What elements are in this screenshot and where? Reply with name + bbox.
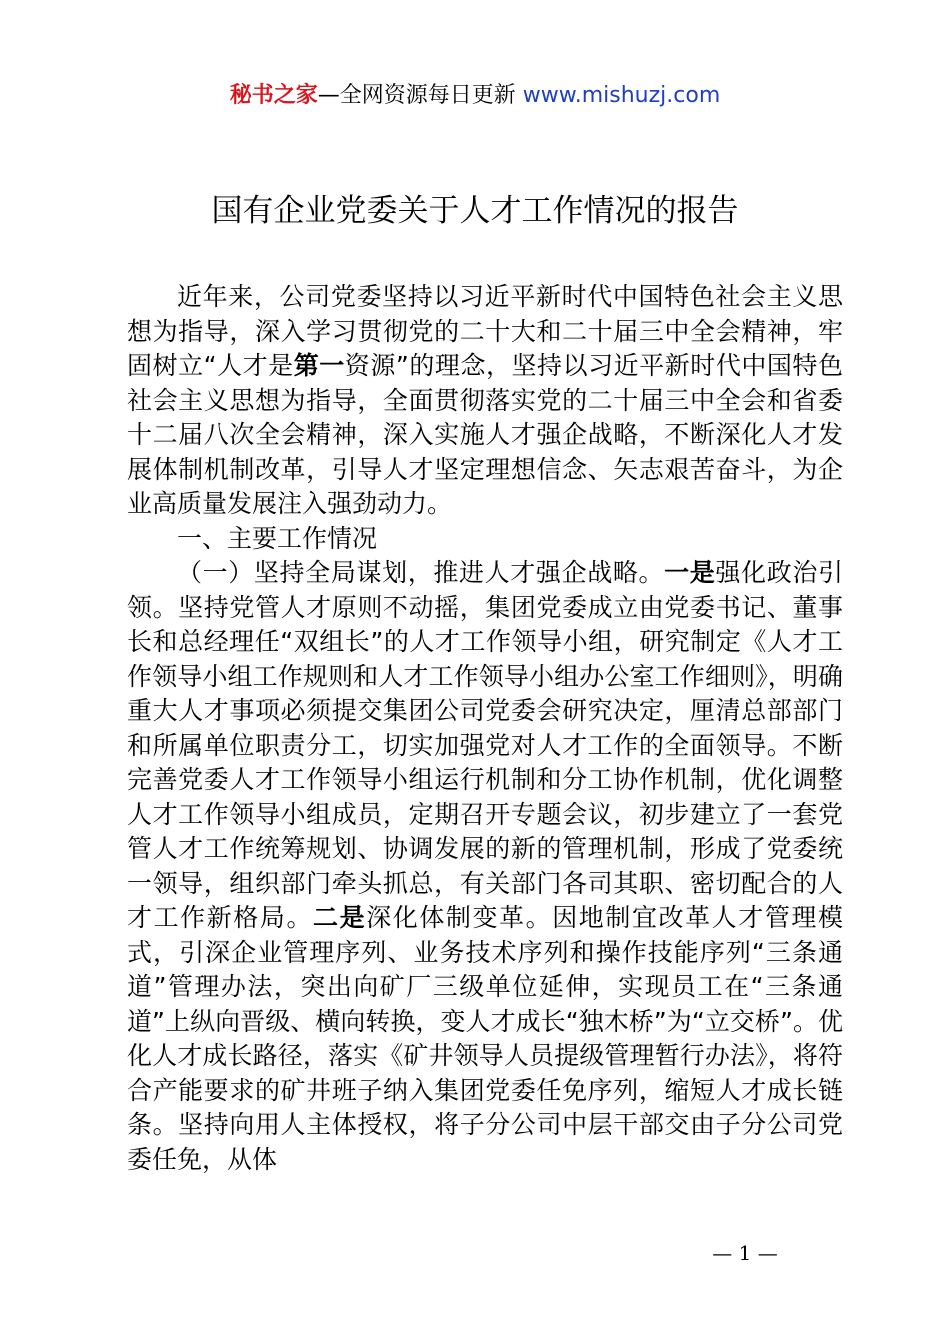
point-one-label: 一是: [664, 558, 716, 587]
point-two-label: 二是: [313, 903, 367, 932]
document-body: [127, 280, 843, 1177]
point-two-text: 深化体制变革。因地制宜改革人才管理模式，引深企业管理序列、业务技术序列和操作技能序列“三条通道”管理办法，突出向矿厂三级单位延伸，实现员工在“三条通道”上纵向晋级、横向转换，变人才成长“独木桥”为“立交桥”。优化人才成长路径，落实《矿井领导人员提级管理暂行办法》，将符合产能要求的矿井班子纳入集团党委任免序列，缩短人才成长链条。坚持向用人主体授权，将子分公司中层干部交由子分公司党委任免，从体: [127, 903, 843, 1174]
site-tagline: —全网资源每日更新: [317, 83, 523, 108]
intro-emphasis: 第一: [293, 351, 345, 380]
subsection-heading: （一）坚持全局谋划，推进人才强企战略。: [177, 558, 665, 587]
intro-paragraph: [127, 280, 843, 522]
intro-text-c: 资源”的理念，坚持以习近平新时代中国特色社会主义思想为指导，全面贯彻落实党的二十届三中全会和省委十二届八次全会精神，深入实施人才强企战略，不断深化人才发展体制机制改革，引导人才坚定理想信念、矢志艰苦奋斗，为企业高质量发展注入强劲动力。: [127, 351, 843, 518]
section-heading: 一、主要工作情况: [177, 523, 378, 553]
document-title: 国有企业党委关于人才工作情况的报告: [211, 193, 739, 229]
subsection-paragraph: [127, 556, 843, 1177]
site-url-link[interactable]: www.mishuzj.com: [522, 83, 721, 108]
intro-text-a: 近年来，公司党委坚持以习近平新时代中国特色社会主义思想为指导，深入学习贯彻党的二十大和二十届三中全会精神，牢固树立“人才是: [127, 282, 843, 380]
site-brand: 秘书之家: [229, 83, 318, 108]
site-header: [0, 82, 950, 110]
point-one-text: 强化政治引领。坚持党管人才原则不动摇，集团党委成立由党委书记、董事长和总经理任“双组长”的人才工作领导小组，研究制定《人才工作领导小组工作规则和人才工作领导小组办公室工作细则》，明确重大人才事项必须提交集团公司党委会研究决定，厘清总部部门和所属单位职责分工，切实加强党对人才工作的全面领导。不断完善党委人才工作领导小组运行机制和分工协作机制，优化调整人才工作领导小组成员，定期召开专题会议，初步建立了一套党管人才工作统筹规划、协调发展的新的管理机制，形成了党委统一领导，组织部门牵头抓总，有关部门各司其职、密切配合的人才工作新格局。: [127, 558, 843, 932]
page-number: — 1 —: [712, 1241, 778, 1265]
